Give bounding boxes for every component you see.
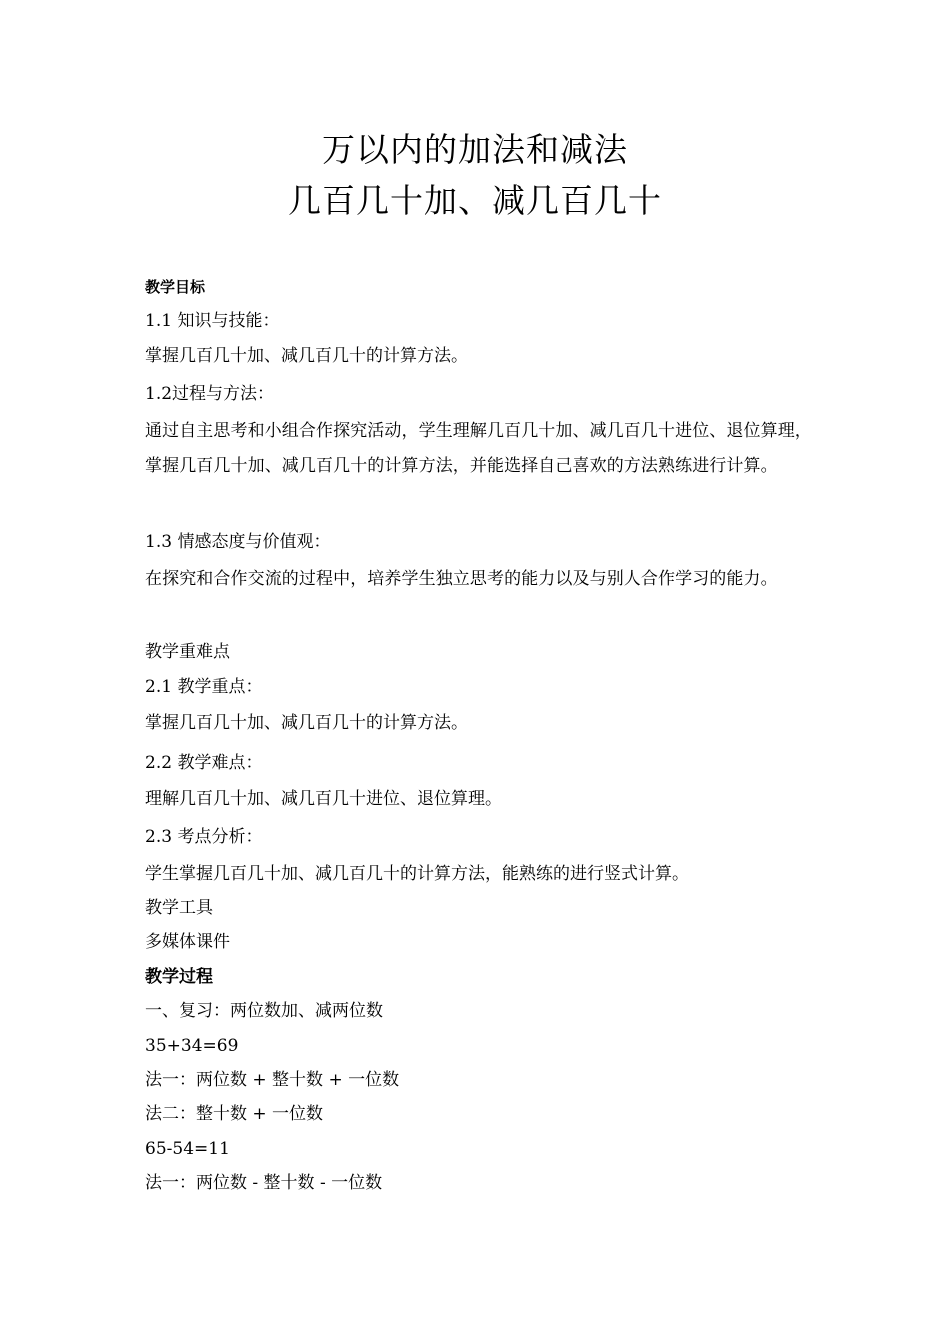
equation-1-method-1: 法一：两位数 + 整十数 + 一位数 [145, 1070, 400, 1090]
keypoints-heading: 教学重难点 [145, 642, 230, 662]
focus-text: 掌握几百几十加、减几百几十的计算方法。 [145, 713, 468, 733]
equation-1-method-2: 法二：整十数 + 一位数 [145, 1104, 324, 1124]
process-text: 通过自主思考和小组合作探究活动，学生理解几百几十加、减几百几十进位、退位算理，掌握几百几十加、减几百几十的计算方法，并能选择自己喜欢的方法熟练进行计算。 [145, 421, 812, 476]
review-line: 一、复习：两位数加、减两位数 [145, 1001, 383, 1021]
tools-text: 多媒体课件 [145, 932, 230, 952]
knowledge-label: 1.1 知识与技能： [145, 311, 280, 331]
equation-2: 65-54=11 [145, 1139, 230, 1159]
tools-heading: 教学工具 [145, 898, 213, 918]
difficulty-text: 理解几百几十加、减几百几十进位、退位算理。 [145, 789, 502, 809]
page-subtitle: 几百几十加、减几百几十 [288, 181, 662, 220]
difficulty-label: 2.2 教学难点： [145, 753, 263, 773]
process-label: 1.2过程与方法： [145, 384, 275, 404]
attitude-text: 在探究和合作交流的过程中，培养学生独立思考的能力以及与别人合作学习的能力。 [145, 569, 778, 589]
knowledge-text: 掌握几百几十加、减几百几十的计算方法。 [145, 346, 468, 366]
equation-1: 35+34=69 [145, 1036, 239, 1056]
exam-label: 2.3 考点分析： [145, 827, 263, 847]
objectives-heading: 教学目标 [145, 278, 206, 296]
exam-text: 学生掌握几百几十加、减几百几十的计算方法，能熟练的进行竖式计算。 [145, 864, 689, 884]
attitude-label: 1.3 情感态度与价值观： [145, 532, 331, 552]
focus-label: 2.1 教学重点： [145, 677, 263, 697]
equation-2-method-1: 法一：两位数 - 整十数 - 一位数 [145, 1173, 383, 1193]
page-title: 万以内的加法和减法 [322, 130, 628, 169]
process-heading: 教学过程 [145, 967, 213, 987]
